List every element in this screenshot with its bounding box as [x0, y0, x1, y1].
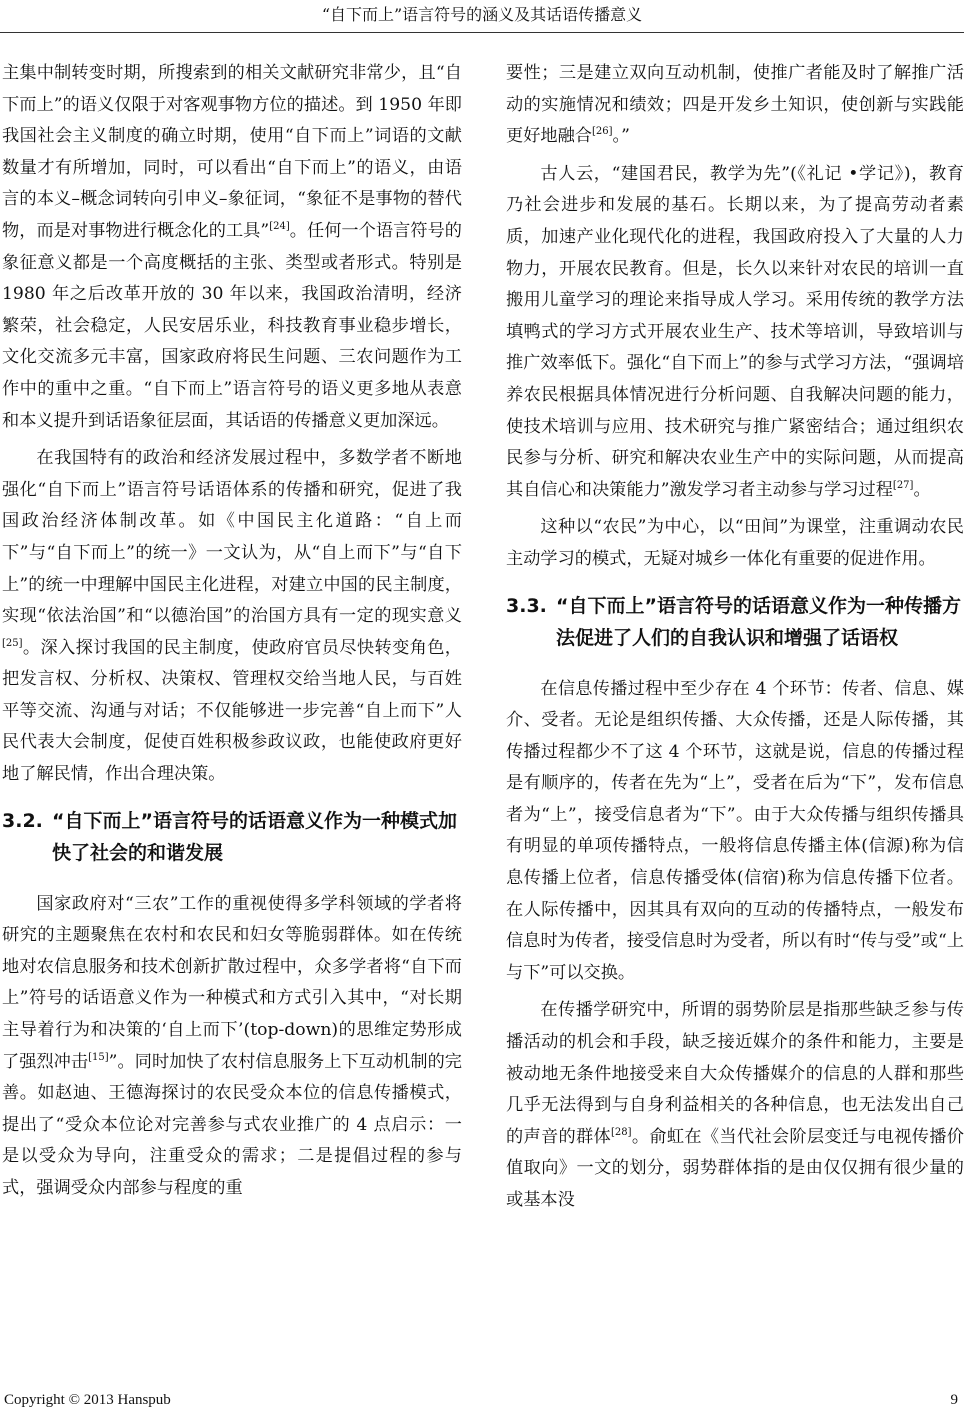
paragraph: 要性；三是建立双向互动机制，使推广者能及时了解推广活动的实施情况和绩效；四是开发乡土知识，使创新与实践能更好地融合[26]。” — [506, 63, 964, 147]
section-title: “自下而上”语言符号的话语意义作为一种模式加快了社会的和谐发展 — [52, 809, 457, 864]
page-number: 9 — [950, 1392, 958, 1408]
left-column — [2, 58, 462, 1211]
paragraph: 主集中制转变时期，所搜索到的相关文献研究非常少，且“自下而上”的语义仅限于对客观事物方位的描述。到 1950 年即我国社会主义制度的确立时期，使用“自下而上”词语的文献数量才有所增加，同时，可以看出“自下而上”的语义，由语言的本义–概念词转向引申义–象征词，“象征不是事物的替代物，而是对事物进行概念化的工具”[24]。任何一个语言符号的象征意义都是一个高度概括的主张、类型或者形式。特别是 1980 年之后改革开放的 30 年以来，我国政治清明，经济繁荣，社会稳定，人民安居乐业，科技教育事业稳步增长，文化交流多元丰富，国家政府将民生问题、三农问题作为工作中的重中之重。“自下而上”语言符号的语义更多地从表意和本义提升到话语象征层面，其话语的传播意义更加深远。 — [2, 63, 462, 431]
paragraph: 这种以“农民”为中心，以“田间”为课堂，注重调动农民主动学习的模式，无疑对城乡一体化有重要的促进作用。 — [506, 517, 964, 569]
section-heading-3-3 — [506, 590, 964, 654]
right-column — [506, 58, 964, 1223]
citation-ref: [28] — [611, 1126, 632, 1138]
citation-ref: [25] — [2, 637, 23, 649]
citation-ref: [26] — [591, 126, 613, 138]
paragraph: 在信息传播过程中至少存在 4 个环节：传者、信息、媒介、受者。无论是组织传播、大众传播，还是人际传播，其传播过程都少不了这 4 个环节，这就是说，信息的传播过程是有顺序的，传者在先为“上”，受者在后为“下”，发布信息者为“上”，接受信息者为“下”。由于大众传播与组织传播具有明显的单项传播特点，一般将信息传播主体(信源)称为信息传播上位者，信息传播受体(信宿)称为信息传播下位者。在人际传播中，因其具有双向的互动的传播特点，一般发布信息时为传者，接受信息时为受者，所以有时“传与受”或“上与下”可以交换。 — [506, 678, 964, 983]
running-title: “自下而上”语言符号的涵义及其话语传播意义 — [321, 5, 643, 24]
citation-ref: [24] — [269, 220, 290, 232]
citation-ref: [27] — [892, 479, 914, 491]
paragraph: 在我国特有的政治和经济发展过程中，多数学者不断地强化“自下而上”语言符号话语体系的传播和研究，促进了我国政治经济体制改革。如《中国民主化道路：“自上而下”与“自下而上”的统一》一文认为，从“自上而下”与“自下上”的统一中理解中国民主化进程，对建立中国的民主制度，实现“依法治国”和“以德治国”的治国方具有一定的现实意义[25]。深入探讨我国的民主制度，使政府官员尽快转变角色，把发言权、分析权、决策权、管理权交给当地人民，与百姓平等交流、沟通与对话；不仅能够进一步完善“自上而下”人民代表大会制度，促使百姓积极参政议政，也能使政府更好地了解民情，作出合理决策。 — [2, 448, 462, 785]
copyright-notice: Copyright © 2013 Hanspub — [4, 1392, 171, 1408]
section-heading-3-2 — [2, 805, 462, 869]
section-title: “自下而上”语言符号的话语意义作为一种传播方法促进了人们的自我认识和增强了话语权 — [556, 594, 961, 649]
section-number: 3.2. — [2, 809, 43, 832]
paragraph: 在传播学研究中，所谓的弱势阶层是指那些缺乏参与传播活动的机会和手段，缺乏接近媒介的条件和能力，主要是被动地无条件地接受来自大众传播媒介的信息的人群和那些几乎无法得到与自身利益相关的各种信息，也无法发出自己的声音的群体[28]。俞虹在《当代社会阶层变迁与电视传播价值取向》一文的划分，弱势群体指的是由仅仅拥有很少量的或基本没 — [506, 1000, 964, 1210]
running-header — [0, 0, 964, 33]
page-footer — [0, 1386, 964, 1414]
section-number: 3.3. — [506, 594, 547, 617]
paragraph: 古人云，“建国君民，教学为先”(《礼记 •学记》)，教育乃社会进步和发展的基石。长期以来，为了提高劳动者素质，加速产业化现代化的进程，我国政府投入了大量的人力物力，开展农民教育。但是，长久以来针对农民的培训一直搬用儿童学习的理论来指导成人学习。采用传统的教学方法填鸭式的学习方式开展农业生产、技术等培训，导致培训与推广效率低下。强化“自下而上”的参与式学习方法，“强调培养农民根据具体情况进行分析问题、自我解决问题的能力，使技术培训与应用、技术研究与推广紧密结合；通过组织农民参与分析、研究和解决农业生产中的实际问题，从而提高其自信心和决策能力”激发学习者主动参与学习过程[27]。 — [506, 163, 964, 500]
paragraph: 国家政府对“三农”工作的重视使得多学科领域的学者将研究的主题聚焦在农村和农民和妇女等脆弱群体。如在传统地对农信息服务和技术创新扩散过程中，众多学者将“自下而上”符号的话语意义作为一种模式和方式引入其中，“对长期主导着行为和决策的‘自上而下’(top-down)的思维定势形成了强烈冲击[15]”。同时加快了农村信息服务上下互动机制的完善。如赵迪、王德海探讨的农民受众本位的信息传播模式，提出了“受众本位论对完善参与式农业推广的 4 点启示：一是以受众为导向，注重受众的需求；二是提倡过程的参与式，强调受众内部参与程度的重 — [2, 893, 462, 1198]
citation-ref: [15] — [88, 1051, 109, 1063]
